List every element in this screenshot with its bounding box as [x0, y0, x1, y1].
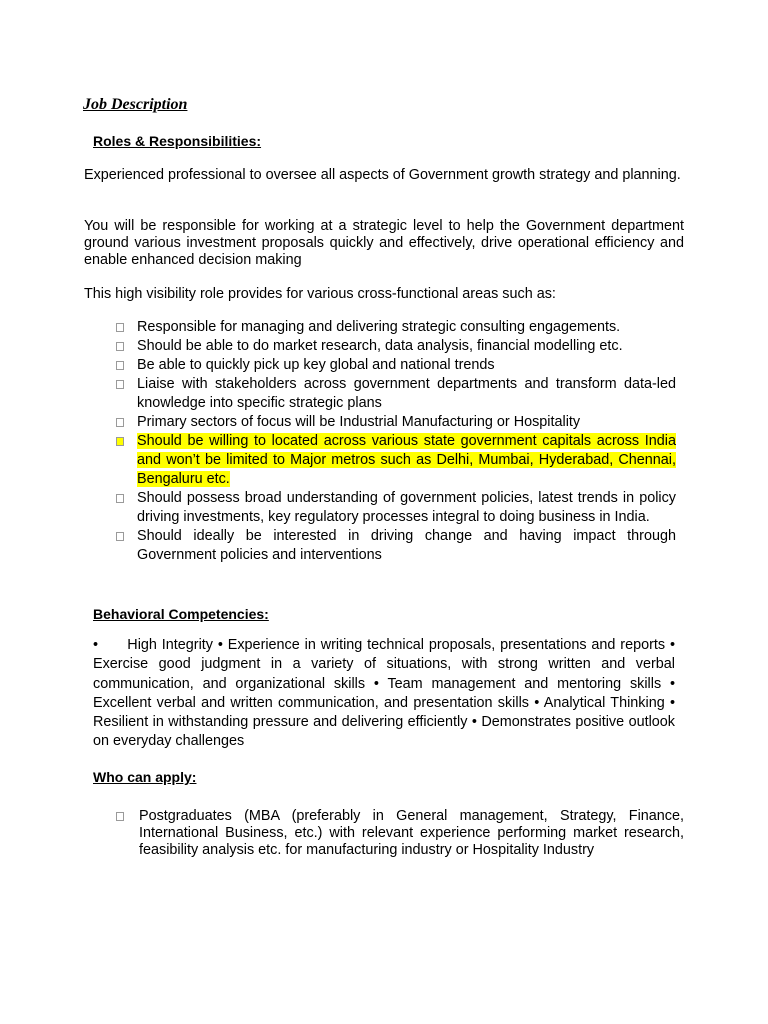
list-item-text — [137, 432, 676, 489]
roles-intro-paragraph-2: You will be responsible for working at a strategic level to help the Government department ground various investment proposals quickly and effectively, drive operational efficiency and enable enhanced decision making — [84, 218, 684, 268]
list-item — [116, 375, 676, 413]
checkbox-bullet-icon — [116, 532, 124, 541]
checkbox-bullet-icon — [116, 323, 124, 332]
apply-heading: Who can apply: — [93, 769, 197, 785]
list-item — [116, 356, 676, 375]
document-title: Job Description — [83, 96, 188, 113]
list-item-text: Liaise with stakeholders across government departments and transform data-led knowledge into specific strategic plans — [137, 376, 676, 411]
list-item-highlighted — [116, 432, 676, 489]
checkbox-bullet-icon — [116, 380, 124, 389]
roles-intro-paragraph-1: Experienced professional to oversee all aspects of Government growth strategy and planning. — [84, 167, 681, 183]
list-item — [116, 808, 684, 859]
responsibilities-list — [116, 318, 676, 565]
checkbox-bullet-icon — [116, 361, 124, 370]
roles-heading: Roles & Responsibilities: — [93, 133, 262, 149]
competencies-heading: Behavioral Competencies: — [93, 606, 269, 622]
apply-list — [116, 808, 684, 859]
roles-intro-paragraph-3: This high visibility role provides for various cross-functional areas such as: — [84, 286, 556, 302]
checkbox-bullet-icon — [116, 494, 124, 503]
list-item — [116, 489, 676, 527]
list-item-text: Primary sectors of focus will be Industrial Manufacturing or Hospitality — [137, 414, 581, 430]
list-item-text: Be able to quickly pick up key global and national trends — [137, 357, 495, 373]
list-item — [116, 318, 676, 337]
list-item-text: Should possess broad understanding of government policies, latest trends in policy driving investments, key regulatory processes integral to doing business in India. — [137, 490, 676, 525]
list-item — [116, 527, 676, 565]
list-item-text: Should be able to do market research, data analysis, financial modelling etc. — [137, 338, 623, 354]
checkbox-bullet-icon — [116, 812, 124, 821]
list-item — [116, 337, 676, 356]
list-item — [116, 413, 676, 432]
checkbox-bullet-icon — [116, 437, 124, 446]
checkbox-bullet-icon — [116, 418, 124, 427]
list-item-text: Should ideally be interested in driving change and having impact through Government policies and interventions — [137, 528, 676, 563]
highlighted-text: Should be willing to located across various state government capitals across India and won’t be limited to Major metros such as Delhi, Mumbai, Hyderabad, Chennai, Bengaluru etc. — [137, 433, 676, 487]
checkbox-bullet-icon — [116, 342, 124, 351]
list-item-text: Postgraduates (MBA (preferably in General management, Strategy, Finance, International Business, etc.) with relevant experience performing market research, feasibility analysis etc. for manufacturing industry or Hospitality Industry — [139, 808, 684, 858]
competencies-paragraph: • High Integrity • Experience in writing technical proposals, presentations and reports • Exercise good judgment in a variety of situations, with strong written and verbal communication, and organizational skills • Team management and mentoring skills • Excellent verbal and written communication, and presentation skills • Analytical Thinking • Resilient in withstanding pressure and delivering efficiently • Demonstrates positive outlook on everyday challenges — [93, 637, 679, 750]
list-item-text: Responsible for managing and delivering strategic consulting engagements. — [137, 319, 621, 335]
